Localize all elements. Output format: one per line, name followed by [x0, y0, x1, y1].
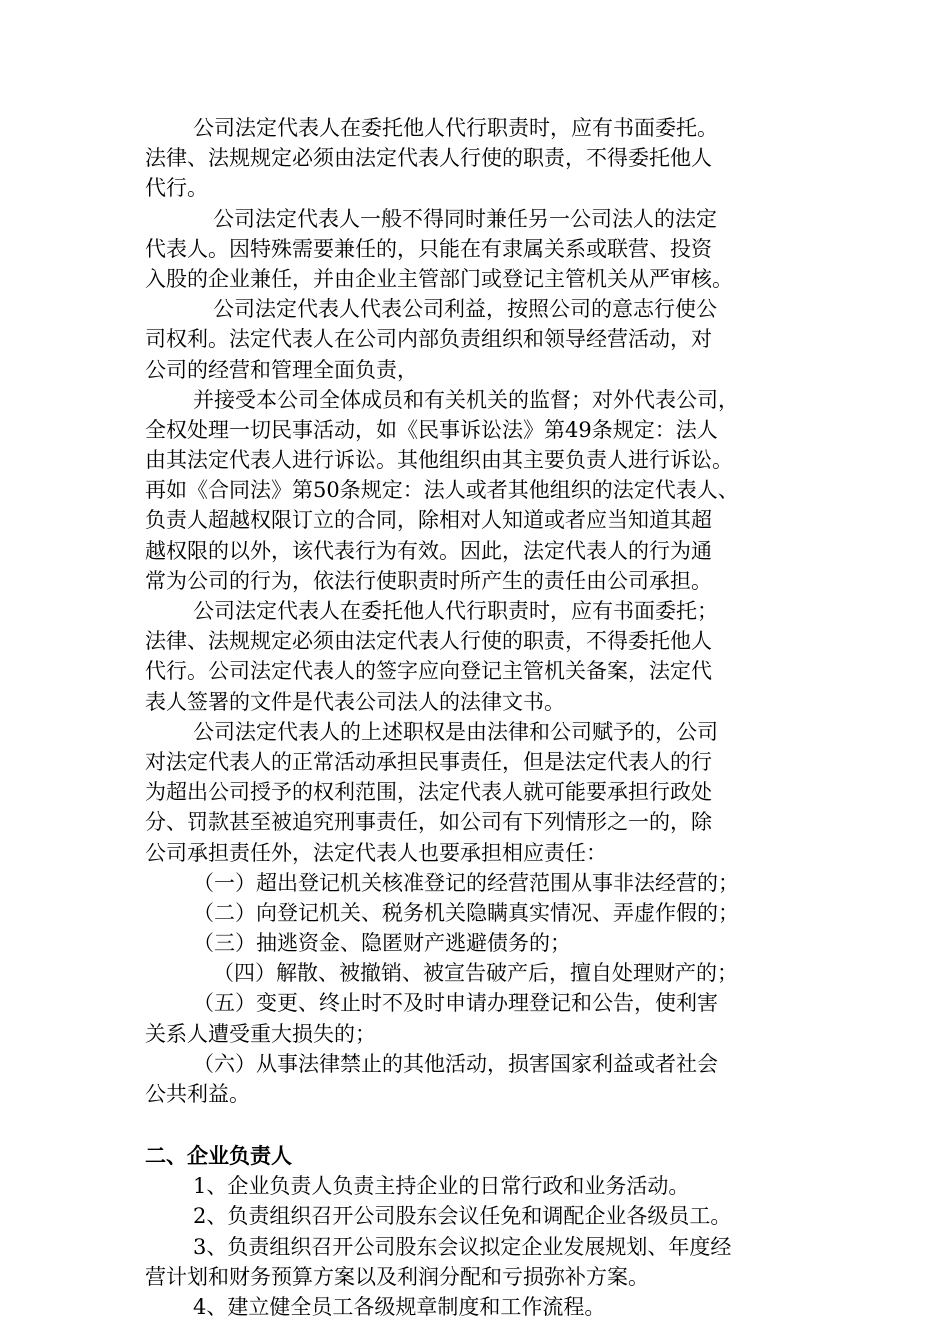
text-line: 代行。: [145, 176, 208, 201]
section-gap: [145, 1109, 813, 1141]
text-line: 4、建立健全员工各级规章制度和工作流程。: [193, 1294, 606, 1319]
text-line: 公司法定代表人在委托他人代行职责时，应有书面委托。: [193, 116, 718, 140]
text-line: 1、企业负责人负责主持企业的日常行政和业务活动。: [193, 1174, 690, 1199]
section-paragraphs: [145, 1171, 813, 1322]
text-line: （二）向登记机关、税务机关隐瞒真实情况、弄虚作假的；: [193, 900, 739, 925]
text-line: （三）抽逃资金、隐匿财产逃避债务的；: [193, 931, 571, 956]
text-line: 再如《合同法》第50条规定：法人或者其他组织的法定代表人、: [145, 478, 739, 503]
text-line: 常为公司的行为，依法行使职责时所产生的责任由公司承担。: [145, 568, 712, 593]
text-line: 法律、法规规定必须由法定代表人行使的职责，不得委托他人: [145, 629, 712, 654]
text-line: 司权利。法定代表人在公司内部负责组织和领导经营活动，对: [145, 327, 712, 352]
text-line: 对法定代表人的正常活动承担民事责任，但是法定代表人的行: [145, 749, 712, 774]
text-line: 负责人超越权限订立的合同，除相对人知道或者应当知道其超: [145, 508, 712, 533]
text-line: （一）超出登记机关核准登记的经营范围从事非法经营的；: [193, 870, 739, 895]
text-line: 为超出公司授予的权利范围，法定代表人就可能要承担行政处: [145, 780, 712, 805]
text-line: 公司法定代表人代表公司利益，按照公司的意志行使公: [213, 297, 717, 322]
text-line: 关系人遭受重大损失的；: [145, 1021, 376, 1046]
text-line: 代表人。因特殊需要兼任的，只能在有隶属关系或联营、投资: [145, 236, 712, 261]
text-line: （五）变更、终止时不及时申请办理登记和公告，使利害: [193, 991, 718, 1016]
text-line: 由其法定代表人进行诉讼。其他组织由其主要负责人进行诉讼。: [145, 448, 733, 473]
text-line: （六）从事法律禁止的其他活动，损害国家利益或者社会: [193, 1051, 718, 1076]
text-line: 3、负责组织召开公司股东会议拟定企业发展规划、年度经: [193, 1234, 732, 1259]
text-line: 2、负责组织召开公司股东会议任免和调配企业各级员工。: [193, 1204, 732, 1229]
text-line: 代行。公司法定代表人的签字应向登记主管机关备案，法定代: [145, 659, 712, 684]
text-line: 公司法定代表人的上述职权是由法律和公司赋予的，公司: [193, 719, 718, 744]
body-paragraphs: [145, 113, 813, 1109]
text-line: （四）解散、被撤销、被宣告破产后，擅自处理财产的；: [213, 961, 738, 986]
text-line: 越权限的以外，该代表行为有效。因此，法定代表人的行为通: [145, 538, 712, 563]
text-line: 并接受本公司全体成员和有关机关的监督；对外代表公司，: [193, 387, 739, 412]
text-line: 入股的企业兼任，并由企业主管部门或登记主管机关从严审核。: [145, 266, 733, 291]
text-line: 分、罚款甚至被追究刑事责任，如公司有下列情形之一的，除: [145, 810, 712, 835]
text-line: 表人签署的文件是代表公司法人的法律文书。: [145, 689, 565, 714]
document-body: [145, 113, 813, 1322]
text-line: 法律、法规规定必须由法定代表人行使的职责，不得委托他人: [145, 146, 712, 171]
text-line: 公共利益。: [145, 1082, 250, 1106]
text-line: 公司的经营和管理全面负责，: [145, 357, 418, 382]
text-line: 公司法定代表人在委托他人代行职责时，应有书面委托；: [193, 599, 718, 623]
text-line: 公司法定代表人一般不得同时兼任另一公司法人的法定: [213, 206, 717, 231]
text-line: 公司承担责任外，法定代表人也要承担相应责任：: [145, 840, 607, 865]
text-line: 营计划和财务预算方案以及利润分配和亏损弥补方案。: [145, 1264, 649, 1289]
section-heading: 二、企业负责人: [145, 1144, 292, 1169]
text-line: 全权处理一切民事活动，如《民事诉讼法》第49条规定：法人: [145, 417, 718, 442]
